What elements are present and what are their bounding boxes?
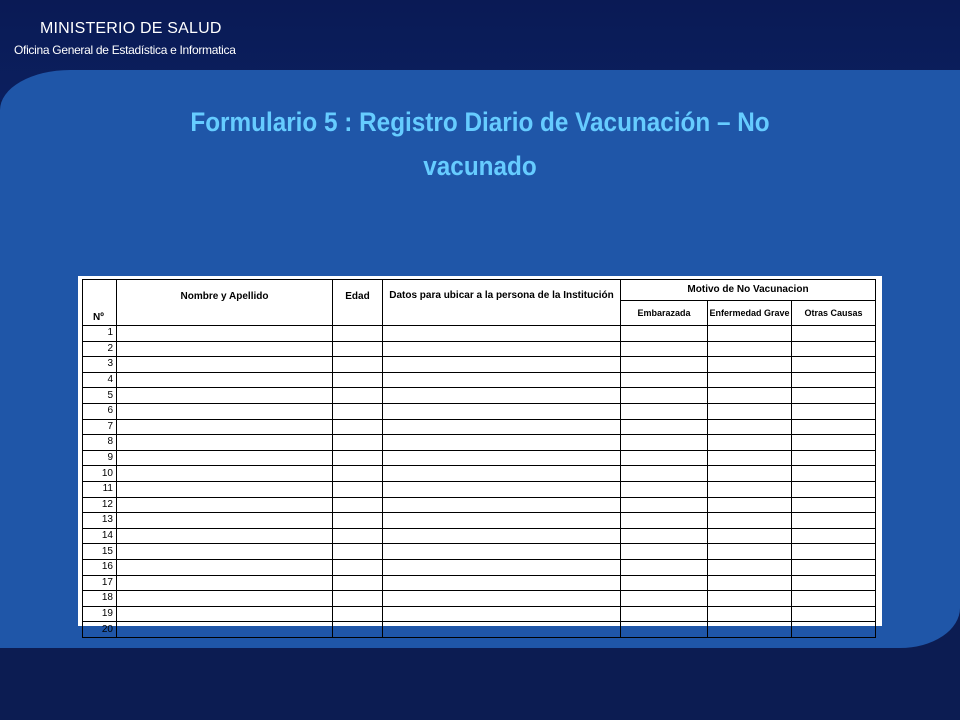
form-cell [621,559,708,575]
slide-title-line-2: vacunado [423,151,537,181]
form-cell [333,528,383,544]
row-number: 16 [83,559,117,575]
form-image [78,276,882,635]
form-cell [383,528,621,544]
form-cell [333,622,383,638]
row-number: 17 [83,575,117,591]
form-cell [117,544,333,560]
row-number: 4 [83,372,117,388]
form-cell [117,591,333,607]
form-cell [621,513,708,529]
org-subtitle: Oficina General de Estadística e Informatica [14,43,236,57]
form-cell [621,357,708,373]
form-cell [792,513,876,529]
form-cell [792,388,876,404]
form-cell [708,606,792,622]
form-cell [708,341,792,357]
form-cell [117,575,333,591]
form-cell [117,357,333,373]
table-row [83,497,876,513]
form-cell [792,435,876,451]
form-cell [621,544,708,560]
column-header-edad: Edad [333,280,383,326]
footer-band [0,648,960,720]
row-number: 8 [83,435,117,451]
column-header-motivo: Motivo de No Vacunacion [621,280,876,301]
form-cell [708,450,792,466]
form-cell [792,591,876,607]
form-cell [383,450,621,466]
form-cell [621,388,708,404]
form-body [83,326,876,638]
table-row [83,591,876,607]
table-row [83,419,876,435]
slide-title [102,100,858,188]
form-cell [792,497,876,513]
form-cell [708,357,792,373]
form-cell [383,575,621,591]
form-cell [621,622,708,638]
column-header-datos: Datos para ubicar a la persona de la Institución [383,280,621,326]
form-cell [333,513,383,529]
row-number: 10 [83,466,117,482]
form-cell [117,450,333,466]
form-cell [708,388,792,404]
form-cell [621,591,708,607]
form-cell [333,435,383,451]
row-number: 15 [83,544,117,560]
form-cell [383,419,621,435]
column-header-embarazada: Embarazada [621,301,708,326]
form-cell [383,388,621,404]
table-row [83,341,876,357]
org-name: MINISTERIO DE SALUD [40,20,222,37]
form-cell [117,403,333,419]
row-number: 11 [83,481,117,497]
vaccination-form-table [82,279,876,638]
table-row [83,326,876,342]
form-cell [792,341,876,357]
form-cell [117,372,333,388]
column-header-enfermedad-grave: Enfermedad Grave [708,301,792,326]
form-cell [117,497,333,513]
form-cell [621,341,708,357]
form-cell [333,544,383,560]
form-cell [333,559,383,575]
form-cell [117,559,333,575]
form-cell [333,403,383,419]
form-cell [333,341,383,357]
form-cell [383,372,621,388]
table-row [83,606,876,622]
form-cell [621,372,708,388]
row-number: 7 [83,419,117,435]
form-cell [117,606,333,622]
form-cell [117,622,333,638]
form-cell [333,591,383,607]
form-cell [792,419,876,435]
table-row [83,403,876,419]
form-cell [333,606,383,622]
row-number: 19 [83,606,117,622]
form-cell [117,388,333,404]
table-row [83,435,876,451]
table-row [83,544,876,560]
row-number: 12 [83,497,117,513]
form-cell [792,606,876,622]
form-cell [792,559,876,575]
form-cell [708,622,792,638]
form-cell [621,435,708,451]
form-cell [792,528,876,544]
form-cell [333,372,383,388]
form-cell [383,341,621,357]
form-cell [333,466,383,482]
form-cell [708,513,792,529]
form-cell [333,388,383,404]
form-cell [708,497,792,513]
table-row [83,528,876,544]
form-cell [333,575,383,591]
form-cell [621,497,708,513]
form-cell [792,450,876,466]
form-cell [621,528,708,544]
form-cell [792,466,876,482]
form-cell [792,326,876,342]
form-cell [621,481,708,497]
form-cell [792,622,876,638]
form-cell [708,544,792,560]
table-row [83,513,876,529]
form-cell [333,481,383,497]
form-cell [621,403,708,419]
form-cell [708,528,792,544]
form-cell [383,544,621,560]
form-cell [708,326,792,342]
form-cell [383,497,621,513]
slide-title-line-1: Formulario 5 : Registro Diario de Vacunación – No [190,107,770,137]
form-cell [621,466,708,482]
row-number: 2 [83,341,117,357]
form-cell [383,513,621,529]
form-cell [383,606,621,622]
table-row [83,466,876,482]
column-header-otras-causas: Otras Causas [792,301,876,326]
form-cell [708,372,792,388]
form-cell [792,372,876,388]
form-cell [333,497,383,513]
form-cell [708,466,792,482]
column-header-no: Nº [83,280,117,326]
table-row [83,357,876,373]
form-cell [383,559,621,575]
row-number: 14 [83,528,117,544]
form-cell [708,403,792,419]
table-row [83,575,876,591]
form-cell [383,435,621,451]
table-row [83,450,876,466]
form-cell [621,450,708,466]
form-cell [792,357,876,373]
form-cell [708,419,792,435]
row-number: 20 [83,622,117,638]
form-cell [792,403,876,419]
form-cell [333,419,383,435]
form-cell [792,481,876,497]
row-number: 1 [83,326,117,342]
form-cell [708,591,792,607]
form-cell [117,419,333,435]
form-cell [383,326,621,342]
row-number: 13 [83,513,117,529]
form-cell [333,357,383,373]
form-cell [383,403,621,419]
row-number: 9 [83,450,117,466]
form-cell [117,435,333,451]
form-cell [117,513,333,529]
form-cell [117,528,333,544]
form-cell [117,466,333,482]
form-cell [621,575,708,591]
table-row [83,372,876,388]
form-cell [333,450,383,466]
form-cell [708,575,792,591]
form-cell [333,326,383,342]
form-cell [621,606,708,622]
form-cell [383,357,621,373]
form-cell [117,341,333,357]
form-cell [383,591,621,607]
form-cell [708,559,792,575]
form-cell [708,481,792,497]
form-cell [621,419,708,435]
form-cell [117,481,333,497]
form-cell [383,622,621,638]
table-row [83,559,876,575]
form-cell [792,575,876,591]
form-cell [383,481,621,497]
table-row [83,622,876,638]
row-number: 18 [83,591,117,607]
table-row [83,388,876,404]
form-cell [792,544,876,560]
table-row [83,481,876,497]
row-number: 5 [83,388,117,404]
form-cell [117,326,333,342]
row-number: 6 [83,403,117,419]
column-header-nombre: Nombre y Apellido [117,280,333,326]
row-number: 3 [83,357,117,373]
form-cell [621,326,708,342]
form-cell [708,435,792,451]
form-cell [383,466,621,482]
